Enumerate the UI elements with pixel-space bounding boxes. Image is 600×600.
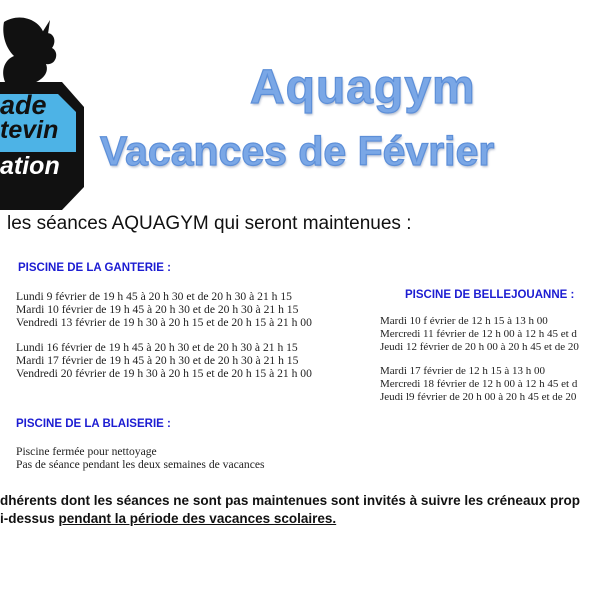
schedule-line: Jeudi l9 février de 20 h 00 à 20 h 45 et de 20 [380,391,577,403]
info-line: Pas de séance pendant les deux semaines de vacances [16,458,265,471]
blaiserie-header: PISCINE DE LA BLAISERIE : [16,418,171,430]
bellejouanne-header: PISCINE DE BELLEJOUANNE : [405,289,575,301]
footer-line-2 [0,510,592,528]
ganterie-week1 [16,290,312,329]
title-aquagym: Aquagym [250,61,476,114]
schedule-line: Mardi 17 février de 19 h 45 à 20 h 30 et de 20 h 30 à 21 h 15 [16,354,299,367]
ganterie-week2 [16,341,312,380]
footer-line-1: dhérents dont les séances ne sont pas maintenues sont invités à suivre les créneaux prop [0,493,580,508]
logo-text-1: ade [0,90,47,120]
footer-prefix: i-dessus [0,511,59,526]
bellejouanne-week1 [380,315,592,354]
footer-underlined: pendant la période des vacances scolaires. [58,511,337,526]
intro-text: les séances AQUAGYM qui seront maintenues : [7,213,412,234]
schedule-line: Vendredi 20 février de 19 h 30 à 20 h 15 et de 20 h 15 à 21 h 00 [16,367,312,380]
schedule-line: Mardi 17 février de 12 h 15 à 13 h 00 [380,365,545,377]
schedule-line: Mercredi 11 février de 12 h 00 à 12 h 45 et d [380,328,577,340]
blaiserie-lines [16,445,265,471]
schedule-line: Mardi 10 f évrier de 12 h 15 à 13 h 00 [380,315,548,327]
logo-text-2: tevin [0,116,59,144]
schedule-line: Mardi 10 février de 19 h 45 à 20 h 30 et de 20 h 30 à 21 h 15 [16,303,299,316]
club-logo [0,12,86,212]
info-line: Piscine fermée pour nettoyage [16,445,157,458]
title-vacances: Vacances de Février [100,128,495,174]
bellejouanne-week2 [380,365,592,404]
ganterie-header: PISCINE DE LA GANTERIE : [18,262,171,274]
bellejouanne-schedule [380,315,592,415]
schedule-line: Lundi 9 février de 19 h 45 à 20 h 30 et de 20 h 30 à 21 h 15 [16,290,292,303]
schedule-line: Jeudi 12 février de 20 h 00 à 20 h 45 et de 20 [380,341,579,353]
schedule-line: Mercredi 18 février de 12 h 00 à 12 h 45 et d [380,378,578,390]
schedule-line: Lundi 16 février de 19 h 45 à 20 h 30 et de 20 h 30 à 21 h 15 [16,341,298,354]
logo-text-3: ation [0,152,60,180]
footer-note [0,492,592,528]
schedule-line: Vendredi 13 février de 19 h 30 à 20 h 15 et de 20 h 15 à 21 h 00 [16,316,312,329]
